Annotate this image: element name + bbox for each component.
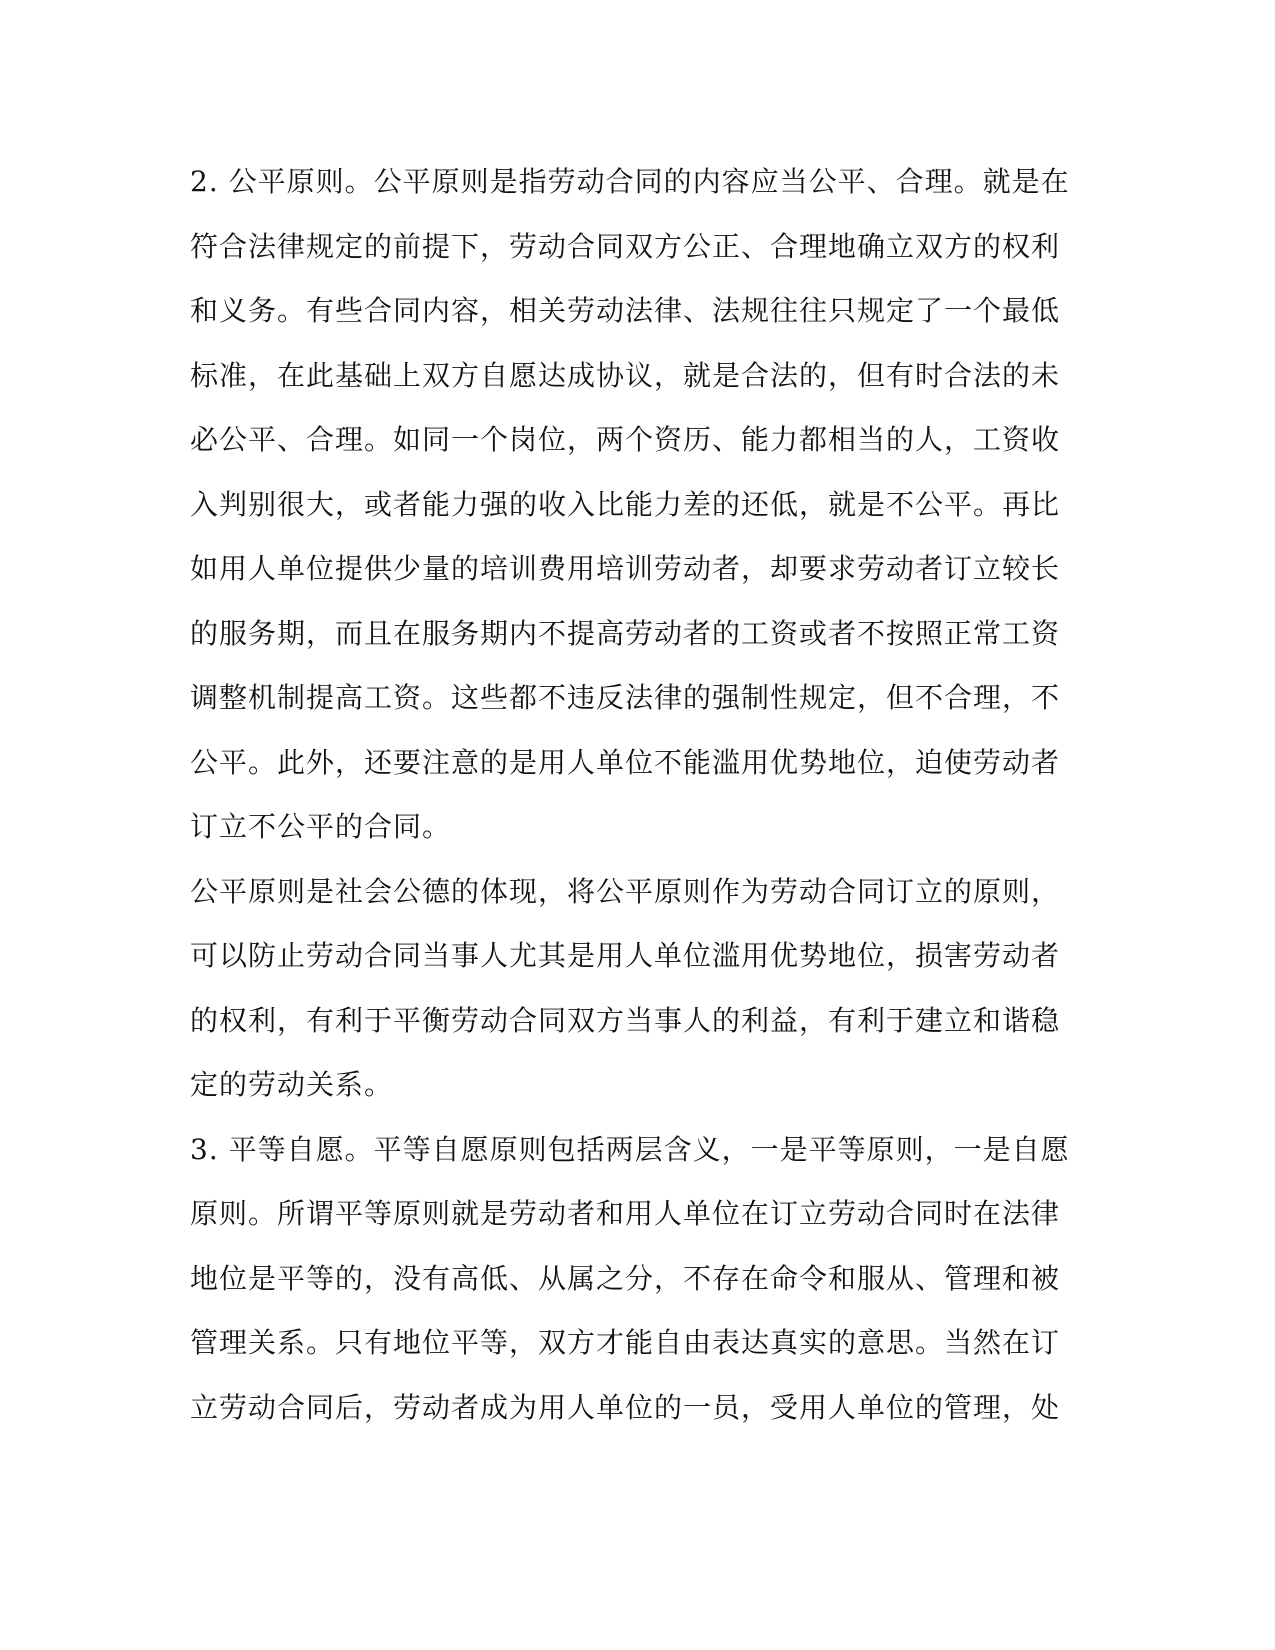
paragraph-fairness-principle xyxy=(190,150,1070,860)
text-line: 和义务。有些合同内容，相关劳动法律、法规往往只规定了一个最低 xyxy=(190,294,1061,327)
text-line: 原则。所谓平等原则就是劳动者和用人单位在订立劳动合同时在法律 xyxy=(190,1197,1061,1230)
text-line: 如用人单位提供少量的培训费用培训劳动者，却要求劳动者订立较长 xyxy=(190,552,1061,585)
text-line: 订立不公平的合同。 xyxy=(190,810,452,843)
text-line: 公平。此外，还要注意的是用人单位不能滥用优势地位，迫使劳动者 xyxy=(190,745,1061,779)
text-line: 可以防止劳动合同当事人尤其是用人单位滥用优势地位，损害劳动者 xyxy=(190,939,1061,972)
text-line: 管理关系。只有地位平等，双方才能自由表达真实的意思。当然在订 xyxy=(190,1326,1061,1359)
text-line: 标准，在此基础上双方自愿达成协议，就是合法的，但有时合法的未 xyxy=(190,358,1061,392)
document-body xyxy=(190,150,1070,1440)
text-line: 必公平、合理。如同一个岗位，两个资历、能力都相当的人，工资收 xyxy=(190,423,1061,456)
text-line: 地位是平等的，没有高低、从属之分，不存在命令和服从、管理和被 xyxy=(190,1261,1061,1295)
paragraph-equality-voluntariness xyxy=(190,1118,1070,1441)
text-line: 的权利，有利于平衡劳动合同双方当事人的利益，有利于建立和谐稳 xyxy=(190,1003,1061,1037)
paragraph-fairness-significance xyxy=(190,860,1070,1118)
text-line: 入判别很大，或者能力强的收入比能力差的还低，就是不公平。再比 xyxy=(190,487,1061,521)
text-line: 立劳动合同后，劳动者成为用人单位的一员，受用人单位的管理，处 xyxy=(190,1390,1061,1424)
text-line: 定的劳动关系。 xyxy=(190,1068,394,1101)
text-line: 符合法律规定的前提下，劳动合同双方公正、合理地确立双方的权利 xyxy=(190,229,1061,263)
text-line: 调整机制提高工资。这些都不违反法律的强制性规定，但不合理，不 xyxy=(190,681,1061,714)
text-line: 3. 平等自愿。平等自愿原则包括两层含义，一是平等原则，一是自愿 xyxy=(190,1132,1070,1166)
text-line: 的服务期，而且在服务期内不提高劳动者的工资或者不按照正常工资 xyxy=(190,616,1061,650)
text-line: 公平原则是社会公德的体现，将公平原则作为劳动合同订立的原则， xyxy=(190,874,1061,908)
text-line: 2. 公平原则。公平原则是指劳动合同的内容应当公平、合理。就是在 xyxy=(190,165,1070,198)
